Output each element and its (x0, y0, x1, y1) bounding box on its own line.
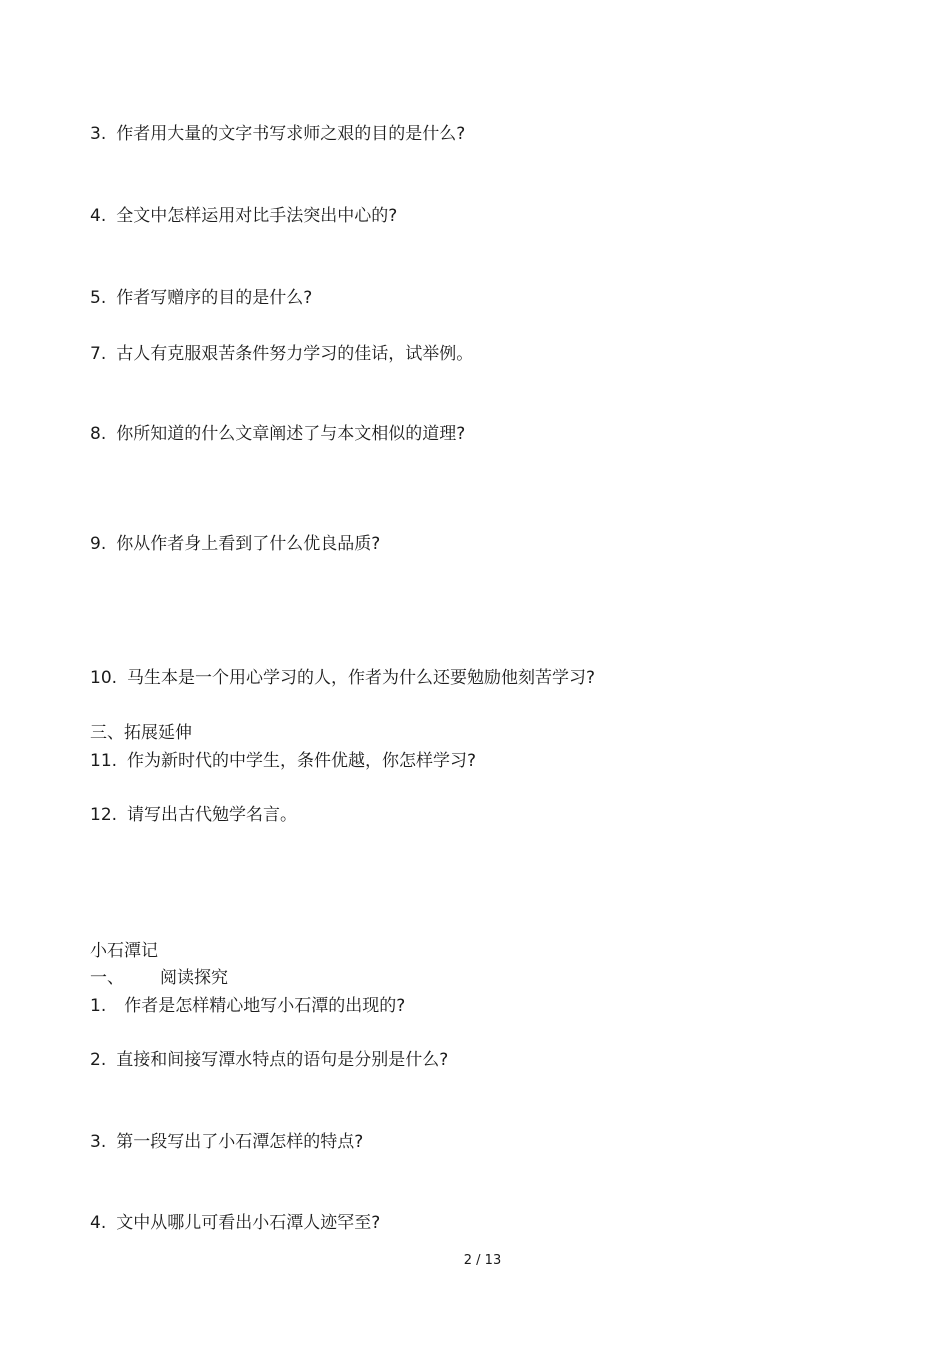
question-text: 第一段写出了小石潭怎样的特点? (116, 1132, 364, 1152)
question-number: 10. (90, 668, 118, 688)
question-number: 4. (90, 1213, 107, 1233)
question-text: 作者是怎样精心地写小石潭的出现的? (124, 996, 406, 1016)
question-10 (90, 667, 595, 689)
question-text: 全文中怎样运用对比手法突出中心的? (116, 206, 398, 226)
reading-question-4 (90, 1212, 380, 1234)
question-11 (90, 750, 476, 772)
question-number: 12. (90, 805, 118, 825)
question-8 (90, 423, 465, 445)
question-text: 作者用大量的文字书写求师之艰的目的是什么? (116, 124, 466, 144)
question-number: 2. (90, 1050, 107, 1070)
reading-question-1 (90, 995, 405, 1017)
part-heading (90, 967, 228, 989)
question-text: 作者写赠序的目的是什么? (116, 288, 313, 308)
page-number: 2 / 13 (463, 1253, 502, 1268)
reading-question-3 (90, 1131, 363, 1153)
question-number: 4. (90, 206, 107, 226)
question-3 (90, 123, 465, 145)
question-7 (90, 343, 473, 365)
question-number: 8. (90, 424, 107, 444)
question-number: 9. (90, 534, 107, 554)
question-number: 11. (90, 751, 118, 771)
question-text: 你所知道的什么文章阐述了与本文相似的道理? (116, 424, 466, 444)
question-number: 1. (90, 996, 107, 1016)
question-text: 作为新时代的中学生，条件优越，你怎样学习? (127, 751, 477, 771)
section-heading: 三、拓展延伸 (90, 723, 192, 743)
part-title: 阅读探究 (160, 968, 228, 988)
question-9 (90, 533, 380, 555)
question-text: 古人有克服艰苦条件努力学习的佳话，试举例。 (116, 344, 474, 364)
question-text: 马生本是一个用心学习的人，作者为什么还要勉励他刻苦学习? (127, 668, 596, 688)
question-number: 5. (90, 288, 107, 308)
question-text: 文中从哪儿可看出小石潭人迹罕至? (116, 1213, 381, 1233)
reading-question-2 (90, 1049, 448, 1071)
lesson-title: 小石潭记 (90, 941, 158, 961)
question-12 (90, 804, 297, 826)
question-4 (90, 205, 397, 227)
question-text: 直接和间接写潭水特点的语句是分别是什么? (116, 1050, 449, 1070)
question-number: 3. (90, 124, 107, 144)
part-number: 一、 (90, 968, 124, 988)
question-number: 7. (90, 344, 107, 364)
question-text: 你从作者身上看到了什么优良品质? (116, 534, 381, 554)
question-number: 3. (90, 1132, 107, 1152)
question-5 (90, 287, 312, 309)
question-text: 请写出古代勉学名言。 (127, 805, 298, 825)
